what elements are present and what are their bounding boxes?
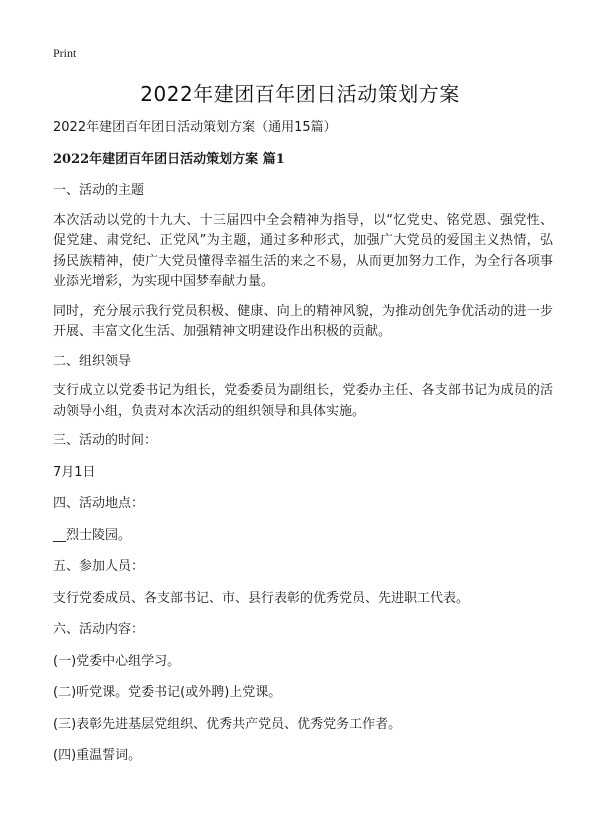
heading-location: 四、活动地点： — [53, 496, 145, 511]
heading-content: 六、活动内容： — [53, 622, 145, 637]
print-label: Print — [53, 46, 77, 60]
paragraph-showcase: 同时，充分展示我行党员积极、健康、向上的精神风貌，为推动创先争优活动的进一步开展、丰富文化生活、加强精神文明建设作出积极的贡献。 — [53, 303, 553, 339]
list-item: (四)重温誓词。 — [53, 748, 142, 763]
heading-time: 三、活动的时间： — [53, 433, 158, 448]
document-subtitle: 2022年建团百年团日活动策划方案（通用15篇） — [53, 120, 337, 135]
list-item: (二)听党课。党委书记(或外聘)上党课。 — [53, 685, 282, 700]
paragraph-participants: 支行党委成员、各支部书记、市、县行表彰的优秀党员、先进职工代表。 — [53, 590, 470, 606]
list-item: (一)党委中心组学习。 — [53, 653, 181, 669]
heading-organization: 二、组织领导 — [53, 353, 132, 369]
paragraph-location: __烈士陵园。 — [53, 527, 132, 543]
document-body — [53, 118, 553, 778]
paragraph-theme: 本次活动以党的十九大、十三届四中全会精神为指导，以“忆党史、铭党恩、强党性、促党建、肃党纪、正党风”为主题，通过多种形式，加强广大党员的爱国主义热情，弘扬民族精神，使广大党员懂得幸福生活的来之不易，从而更加努力工作，为全行各项事业添光增彩，为实现中国梦奉献力量。 — [53, 212, 553, 289]
paragraph-organization: 支行成立以党委书记为组长，党委委员为副组长，党委办主任、各支部书记为成员的活动领导小组，负责对本次活动的组织领导和具体实施。 — [53, 383, 553, 419]
heading-theme: 一、活动的主题 — [53, 183, 145, 198]
list-item: (三)表彰先进基层党组织、优秀共产党员、优秀党务工作者。 — [53, 716, 402, 732]
section-heading: 2022年建团百年团日活动策划方案 篇1 — [53, 151, 285, 167]
heading-participants: 五、参加人员： — [53, 559, 145, 574]
paragraph-time: 7月1日 — [53, 464, 96, 480]
document-title: 2022年建团百年团日活动策划方案 — [140, 82, 460, 106]
